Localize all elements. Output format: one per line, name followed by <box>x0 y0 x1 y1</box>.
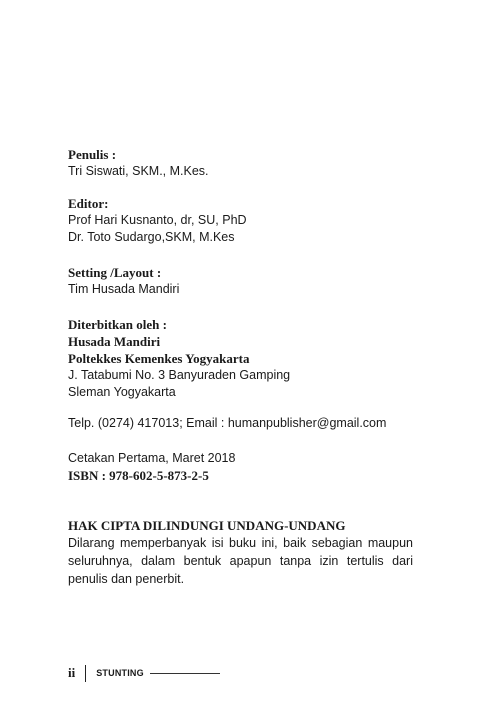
layout-heading: Setting /Layout : <box>68 265 162 280</box>
publisher-address-2: Sleman Yogyakarta <box>68 385 176 399</box>
publisher-name: Husada Mandiri <box>68 334 161 349</box>
running-head: STUNTING <box>96 668 144 678</box>
layout-team: Tim Husada Mandiri <box>68 282 180 296</box>
author-name: Tri Siswati, SKM., M.Kes. <box>68 164 209 178</box>
copyright-heading: HAK CIPTA DILINDUNGI UNDANG-UNDANG <box>68 518 346 533</box>
publisher-heading: Diterbitkan oleh : <box>68 317 167 332</box>
publisher-address-1: J. Tatabumi No. 3 Banyuraden Gamping <box>68 368 291 382</box>
copyright-text: Dilarang memperbanyak isi buku ini, baik sebagian maupun seluruhnya, dalam bentuk apapun tanpa izin tertulis dari penulis dan penerbit. <box>68 536 413 586</box>
contact-line: Telp. (0274) 417013; Email : humanpublisher@gmail.com <box>68 416 387 430</box>
author-section <box>68 146 418 180</box>
isbn-line: ISBN : 978-602-5-873-2-5 <box>68 468 209 483</box>
publisher-institution: Poltekkes Kemenkes Yogyakarta <box>68 351 250 366</box>
contact-section <box>68 415 428 432</box>
footer-rule <box>150 673 220 674</box>
page-footer <box>68 663 220 683</box>
editor-name-1: Prof Hari Kusnanto, dr, SU, PhD <box>68 213 247 227</box>
footer-separator <box>85 665 86 682</box>
editor-section <box>68 195 418 246</box>
copyright-section <box>68 517 418 588</box>
publisher-section <box>68 316 418 401</box>
editor-heading: Editor: <box>68 196 109 211</box>
layout-section <box>68 264 418 298</box>
editor-name-2: Dr. Toto Sudargo,SKM, M.Kes <box>68 230 235 244</box>
author-heading: Penulis : <box>68 147 117 162</box>
edition-section <box>68 450 418 484</box>
edition-line: Cetakan Pertama, Maret 2018 <box>68 451 236 465</box>
page-number: ii <box>68 665 76 680</box>
